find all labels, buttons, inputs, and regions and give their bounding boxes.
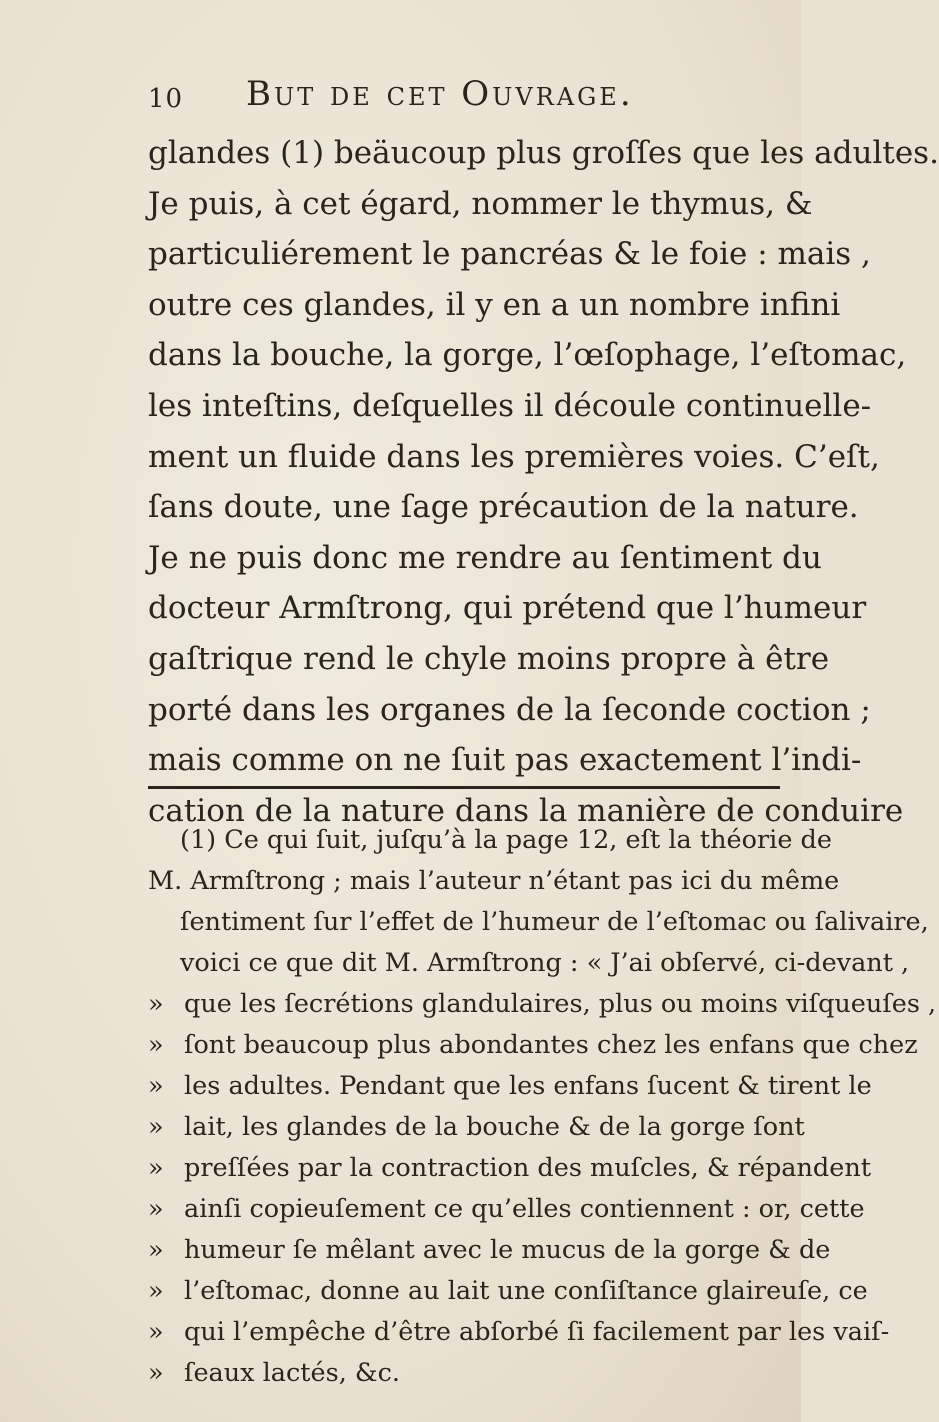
text-line: ment un fluide dans les premières voies. C’eſt, (148, 438, 880, 475)
text-line: gaſtrique rend le chyle moins propre à être (148, 640, 830, 677)
text-line: docteur Armſtrong, qui prétend que l’humeur (148, 590, 867, 627)
quoted-text: humeur ſe mêlant avec le mucus de la gorge & de (184, 1235, 831, 1265)
quoted-text: qui l’empêche d’être abſorbé ſi facilement par les vaiſ- (184, 1317, 890, 1347)
body-text (148, 128, 939, 836)
text-line: Je puis, à cet égard, nommer le thymus, & (148, 185, 813, 222)
footnote-line: voici ce que dit M. Armſtrong : « J’ai obſervé, ci-devant , (180, 948, 910, 978)
quote-mark: » (148, 989, 164, 1019)
footnote-line: (1) Ce qui ſuit, juſqu’à la page 12, eſt la théorie de (180, 825, 832, 855)
quote-mark: » (148, 1112, 164, 1142)
text-line: glandes (1) beäucoup plus groſſes que les adultes. (148, 135, 939, 171)
quoted-text: que les ſecrétions glandulaires, plus ou moins viſqueuſes , (184, 989, 937, 1019)
quoted-line (148, 1025, 918, 1066)
page-header (148, 74, 768, 118)
text-line: particuliérement le pancréas & le foie : mais , (148, 236, 871, 273)
quote-mark: » (148, 1030, 164, 1060)
quoted-line (148, 1189, 865, 1230)
quoted-line (148, 984, 937, 1025)
quoted-line (148, 1230, 831, 1271)
text-line: les inteſtins, deſquelles il découle continuelle- (148, 387, 872, 424)
quote-mark: » (148, 1194, 164, 1224)
text-line: outre ces glandes, il y en a un nombre infini (148, 286, 841, 323)
quoted-text: ſont beaucoup plus abondantes chez les enfans que chez (184, 1030, 918, 1060)
footnote (148, 820, 937, 1394)
running-title: But de cet Ouvrage. (246, 74, 634, 114)
quoted-line (148, 1312, 890, 1353)
quoted-line (148, 1148, 871, 1189)
text-line: Je ne puis donc me rendre au ſentiment du (148, 539, 822, 576)
quote-mark: » (148, 1071, 164, 1101)
quoted-line (148, 1066, 872, 1107)
text-line: porté dans les organes de la ſeconde coction ; (148, 691, 871, 728)
quoted-text: ſeaux lactés, &c. (184, 1358, 401, 1388)
text-line: cation de la nature dans la manière de conduire (148, 792, 904, 829)
quote-mark: » (148, 1235, 164, 1265)
quote-mark: » (148, 1358, 164, 1388)
quoted-text: lait, les glandes de la bouche & de la gorge ſont (184, 1112, 805, 1142)
footnote-divider (148, 786, 780, 789)
quoted-line (148, 1353, 788, 1394)
quote-mark: » (148, 1317, 164, 1347)
footnote-line: ſentiment ſur l’effet de l’humeur de l’eſtomac ou ſalivaire, (180, 907, 929, 937)
quoted-line (148, 1271, 868, 1312)
text-line: mais comme on ne ſuit pas exactement l’indi- (148, 742, 862, 779)
footnote-line: M. Armſtrong ; mais l’auteur n’étant pas ici du même (148, 866, 840, 896)
quoted-text: l’eſtomac, donne au lait une conſiſtance glaireuſe, ce (184, 1276, 868, 1306)
page-number: 10 (148, 84, 184, 114)
quoted-text: les adultes. Pendant que les enfans ſucent & tirent le (184, 1071, 872, 1101)
quoted-text: ainſi copieuſement ce qu’elles contiennent : or, cette (184, 1194, 865, 1224)
quoted-line (148, 1107, 805, 1148)
quote-mark: » (148, 1153, 164, 1183)
text-line: ſans doute, une ſage précaution de la nature. (148, 489, 859, 526)
quote-mark: » (148, 1276, 164, 1306)
text-line: dans la bouche, la gorge, l’œſophage, l’eſtomac, (148, 337, 907, 374)
quoted-text: preſſées par la contraction des muſcles, & répandent (184, 1153, 871, 1183)
